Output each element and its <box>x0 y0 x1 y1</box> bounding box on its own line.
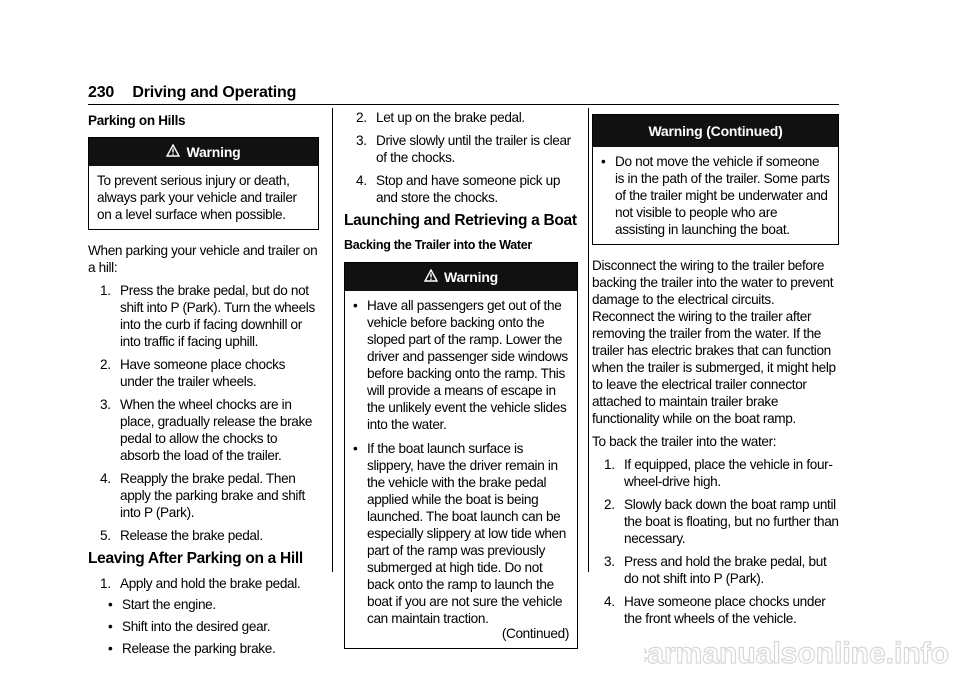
list-item: 2. Slowly back down the boat ramp until the boat is floating, but no further than necessary. <box>604 497 839 546</box>
list-item: 4. Have someone place chocks under the front wheels of the vehicle. <box>604 594 826 626</box>
backing-subheading: Backing the Trailer into the Water <box>344 238 532 252</box>
svg-text:carmanualsonline.info: carmanualsonline.info <box>644 637 949 670</box>
header-rule <box>88 104 839 105</box>
list-item: 1. Apply and hold the brake pedal. <box>100 576 301 591</box>
leaving-bullets <box>88 596 319 657</box>
section-title: Driving and Operating <box>132 84 297 101</box>
list-item: 1. If equipped, place the vehicle in four-wheel-drive high. <box>604 457 833 489</box>
warning-triangle-icon <box>166 138 180 166</box>
continued-label: (Continued) <box>501 626 569 641</box>
chock-steps <box>344 109 578 206</box>
list-item: • Start the engine. <box>108 597 216 612</box>
parking-on-hills-heading: Parking on Hills <box>88 113 186 128</box>
list-item: 4. Reapply the brake pedal. Then apply the parking brake and shift into P (Park). <box>100 471 305 520</box>
list-item: • Do not move the vehicle if someone is in the path of the trailer. Some parts of the trailer might be underwater and not visible to people who are assisting in launching the boat. <box>601 154 830 237</box>
list-item: • Shift into the desired gear. <box>108 619 271 634</box>
list-item: 2. Let up on the brake pedal. <box>356 110 525 125</box>
paragraph: To back the trailer into the water: <box>592 434 777 449</box>
warning-header <box>345 263 577 291</box>
list-item: • If the boat launch surface is slippery, have the driver remain in the vehicle with the brake pedal applied while the boat is being launched. The boat launch can be especially slippery at low tide when part of the ramp was previously submerged at high tide. Do not back onto the ramp to launch the boat if you are not sure the vehicle can maintain traction. <box>353 441 566 626</box>
list-item: 4. Stop and have someone pick up and store the chocks. <box>356 173 561 205</box>
paragraph: Disconnect the wiring to the trailer before backing the trailer into the water to prevent damage to the electrical circuits. Reconnect the wiring to the trailer after removing the trailer from the water. If the trailer has electric brakes that can function when the trailer is submerged, it might help to leave the electrical trailer connector attached to maintain trailer brake functionality while on the boat ramp. <box>592 258 836 426</box>
list-item: 3. Press and hold the brake pedal, but do not shift into P (Park). <box>604 554 827 586</box>
list-item: • Have all passengers get out of the vehicle before backing onto the sloped part of the ramp. Lower the driver and passenger side windows before backing onto the ramp. This will provide a means of escape in the unlikely event the vehicle slides into the water. <box>353 298 568 432</box>
leaving-steps <box>88 575 319 592</box>
leaving-heading: Leaving After Parking on a Hill <box>88 550 303 567</box>
warning-header <box>89 138 318 166</box>
page-header <box>88 84 296 102</box>
list-item: 3. When the wheel chocks are in place, gradually release the brake pedal to allow the chocks to absorb the load of the trailer. <box>100 397 313 463</box>
warning-label: Warning <box>186 144 241 160</box>
warning-text: To prevent serious injury or death, always park your vehicle and trailer on a level surface when possible. <box>97 173 297 222</box>
middle-column <box>344 110 578 661</box>
warning-box <box>344 262 578 649</box>
warning-box <box>88 137 319 230</box>
warning-triangle-icon <box>424 263 438 291</box>
list-item: 2. Have someone place chocks under the trailer wheels. <box>100 357 286 389</box>
water-steps <box>592 456 839 627</box>
column-divider <box>588 108 589 572</box>
column-divider <box>332 108 333 572</box>
list-item: 1. Press the brake pedal, but do not shift into P (Park). Turn the wheels into the curb if facing downhill or into traffic if facing uphill. <box>100 283 315 349</box>
list-item: 5. Release the brake pedal. <box>100 528 263 543</box>
intro-text: When parking your vehicle and trailer on a hill: <box>88 243 318 275</box>
list-item: • Release the parking brake. <box>108 641 276 656</box>
boat-heading: Launching and Retrieving a Boat <box>344 212 577 229</box>
right-column <box>592 110 839 633</box>
left-column <box>88 110 319 662</box>
watermark <box>644 631 954 676</box>
list-item: 3. Drive slowly until the trailer is clear of the chocks. <box>356 133 571 165</box>
warning-label: Warning <box>443 269 499 285</box>
page-number: 230 <box>88 84 115 101</box>
parking-steps <box>88 282 319 544</box>
warning-header: Warning (Continued) <box>593 115 838 147</box>
warning-box <box>592 114 839 245</box>
